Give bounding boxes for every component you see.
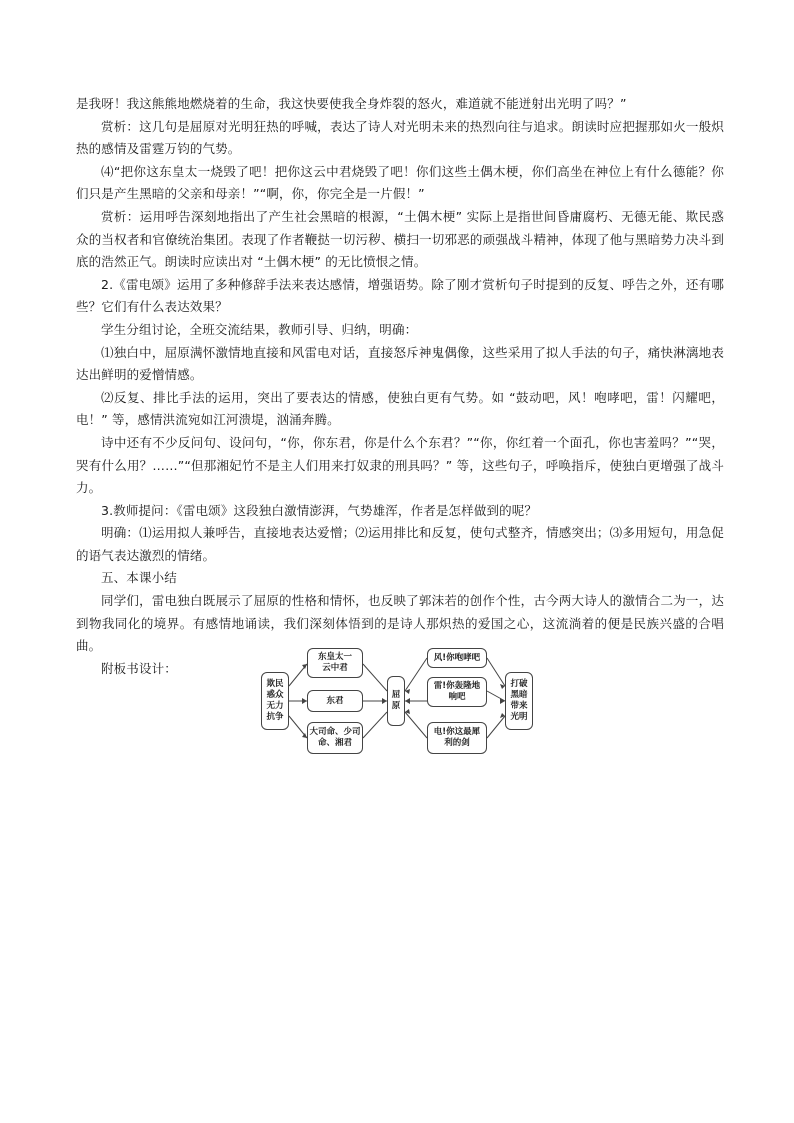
- paragraph-2: 赏析：这几句是屈原对光明狂热的呼喊，表达了诗人对光明未来的热烈向往与追求。朗读时应把握那如火一般炽热的感情及雷霆万钧的气势。: [76, 118, 724, 157]
- diagram-god-box-2: [307, 690, 363, 712]
- diagram-call-box-2: [427, 677, 487, 707]
- paragraph-7: ⑴独白中，屈原满怀激情地直接和风雷电对话，直接怒斥神鬼偶像，这些采用了拟人手法的句子，痛快淋漓地表达出鲜明的爱憎情感。: [76, 344, 724, 383]
- diagram-god-box-3: [307, 722, 363, 754]
- diagram-god-box-1: [307, 648, 363, 678]
- diagram-call-box-1: [427, 648, 487, 668]
- diagram-left-text: 欺民惑众无力抗争: [266, 679, 284, 722]
- paragraph-3: ⑷“把你这东皇太一烧毁了吧！把你这云中君烧毁了吧！你们这些土偶木梗，你们高坐在神位上有什么德能？你们只是产生黑暗的父亲和母亲！”“啊，你，你完全是一片假！”: [76, 163, 724, 202]
- board-design-label: 附板书设计：: [101, 660, 177, 676]
- paragraph-4: 赏析：运用呼告深刻地指出了产生社会黑暗的根源，“土偶木梗” 实际上是指世间昏庸腐朽、无德无能、欺民惑众的当权者和官僚统治集团。表现了作者鞭挞一切污秽、横扫一切邪恶的顽强战斗精神，体现了他与黑暗势力决斗到底的浩然正气。朗读时应读出对 “土偶木梗” 的无比愤恨之情。: [76, 208, 724, 270]
- paragraph-1: 是我呀！我这熊熊地燃烧着的生命，我这快要使我全身炸裂的怒火，难道就不能迸射出光明了吗？”: [76, 96, 627, 111]
- paragraph-13: 同学们，雷电独白既展示了屈原的性格和情怀，也反映了郭沫若的创作个性，古今两大诗人的激情合二为一，达到物我同化的境界。有感情地诵读，我们深刻体悟到的是诗人那炽热的爱国之心，这流淌着的便是民族兴盛的合唱曲。: [76, 593, 724, 654]
- diagram-call-2: 雷!你轰隆地响吧: [433, 681, 481, 702]
- diagram-god-2: 东君: [326, 695, 344, 706]
- diagram-call-box-3: [427, 722, 487, 754]
- paragraph-10: 3.教师提问：《雷电颂》这段独白激情澎湃，气势雄浑，作者是怎样做到的呢？: [101, 502, 538, 518]
- paragraph-8: ⑵反复、排比手法的运用，突出了要表达的情感，使独白更有气势。如 “鼓动吧，风！咆哮吧，雷！闪耀吧，电！” 等，感情洪流宛如江河溃堤，汹涌奔腾。: [76, 389, 724, 428]
- document-body: [76, 93, 724, 680]
- paragraph-9: 诗中还有不少反问句、设问句，“你，你东君，你是什么个东君？”“你，你红着一个面孔，你也害羞吗？”“哭，哭有什么用？……”“但那湘妃竹不是主人们用来打奴隶的刑具吗？” 等，这些句子，呼唤指斥，使独白更增强了战斗力。: [76, 434, 724, 496]
- diagram-call-1: 风!你咆哮吧: [433, 652, 481, 663]
- diagram-right-text: 打破黑暗带来光明: [510, 679, 528, 722]
- diagram-center-box: [387, 676, 405, 726]
- section-heading: 五、本课小结: [101, 570, 177, 586]
- paragraph-6: 学生分组讨论，全班交流结果，教师引导、归纳，明确：: [101, 321, 418, 337]
- paragraph-11: 明确：⑴运用拟人兼呼告，直接地表达爱憎；⑵运用排比和反复，使句式整齐，情感突出；⑶多用短句，用急促的语气表达激烈的情绪。: [76, 525, 724, 563]
- blackboard-diagram: [259, 646, 539, 756]
- diagram-god-1: 东皇太一云中君: [317, 652, 352, 673]
- diagram-center-text: 屈原: [391, 690, 401, 711]
- diagram-call-3: 电!你这最犀利的剑: [433, 727, 481, 748]
- diagram-right-box: [505, 672, 533, 730]
- diagram-god-3: 大司命、少司命、湘君: [309, 727, 361, 748]
- diagram-left-box: [261, 672, 289, 730]
- paragraph-5: 2.《雷电颂》运用了多种修辞手法来表达感情，增强语势。除了刚才赏析句子时提到的反复、呼告之外，还有哪些？它们有什么表达效果？: [76, 276, 724, 315]
